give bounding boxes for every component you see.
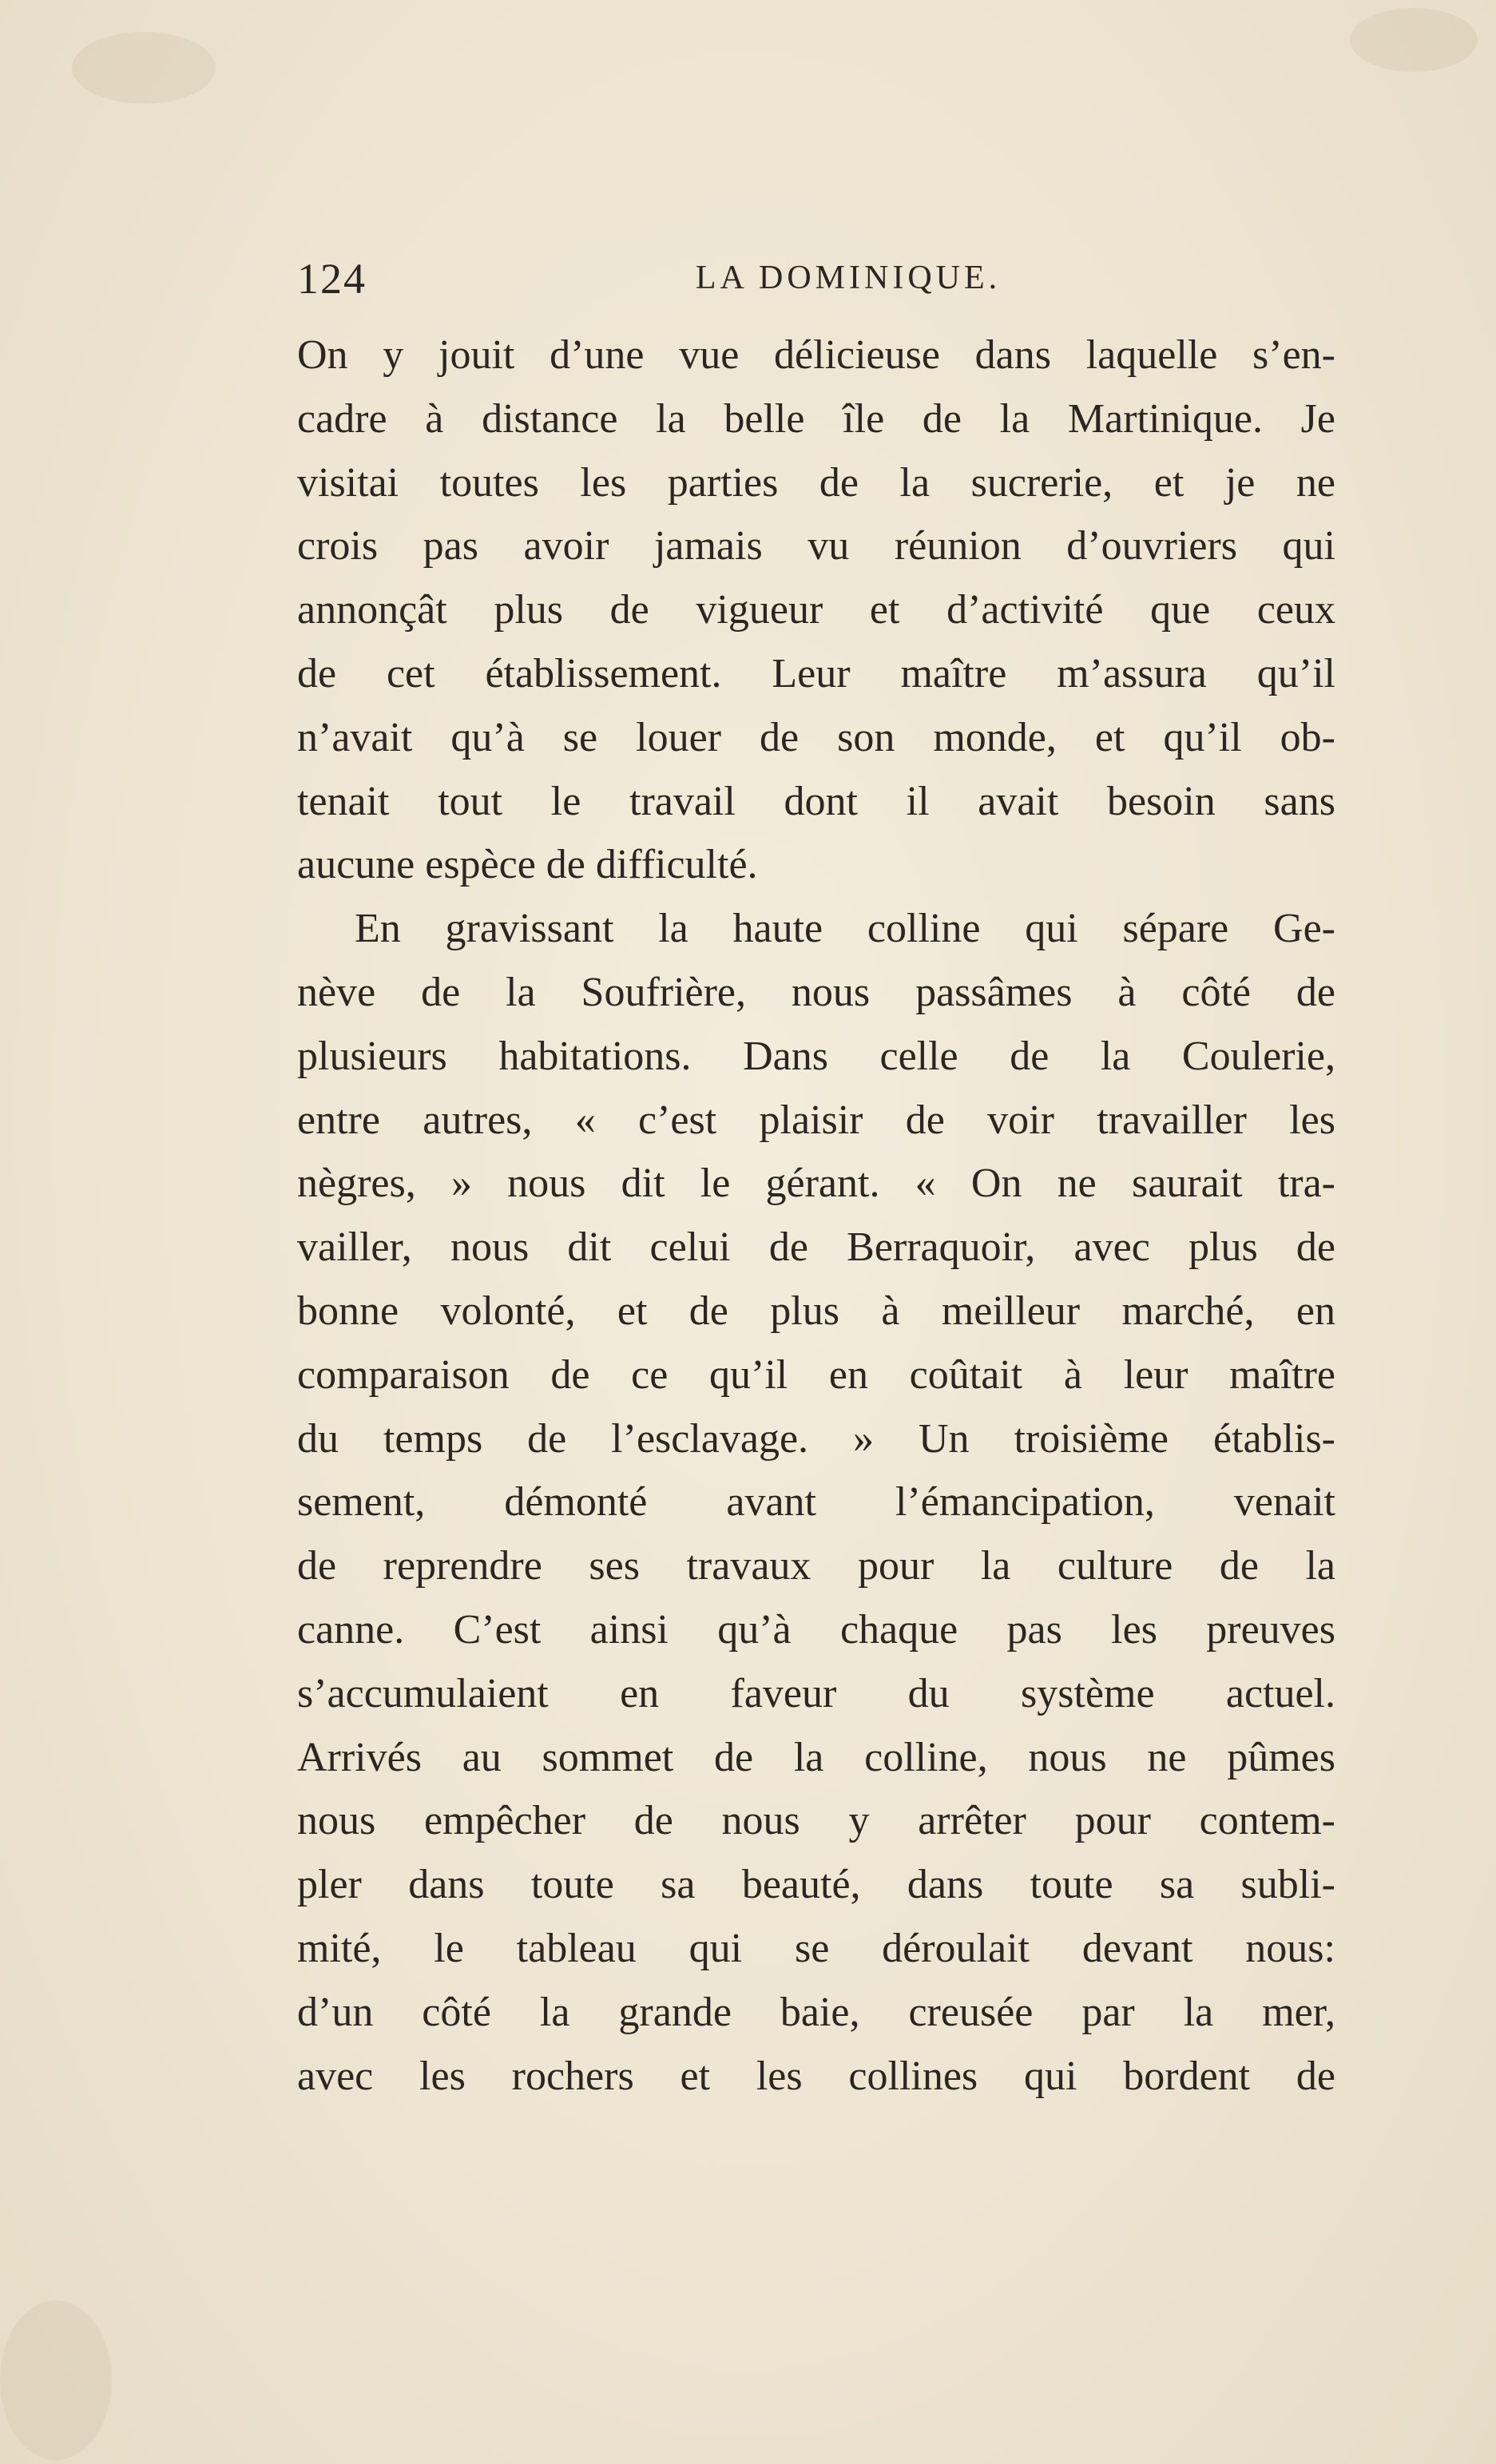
text-line: du temps de l’esclavage. » Un troisième établis-: [297, 1415, 1335, 1462]
text-line: n’avait qu’à se louer de son monde, et qu’il ob-: [297, 714, 1335, 760]
text-line: s’accumulaient en faveur du système actuel.: [297, 1670, 1335, 1716]
text-line: comparaison de ce qu’il en coûtait à leur maître: [297, 1351, 1335, 1398]
text-line: avec les rochers et les collines qui bordent de: [297, 2053, 1335, 2099]
body-text: [297, 323, 1335, 2108]
text-line: annonçât plus de vigueur et d’activité que ceux: [297, 587, 1335, 633]
text-line: cadre à distance la belle île de la Martinique. Je: [297, 395, 1335, 442]
text-line: de reprendre ses travaux pour la culture de la: [297, 1543, 1335, 1589]
text-line: vailler, nous dit celui de Berraquoir, avec plus de: [297, 1224, 1335, 1271]
text-line: tenait tout le travail dont il avait besoin sans: [297, 778, 1335, 824]
text-line: canne. C’est ainsi qu’à chaque pas les preuves: [297, 1606, 1335, 1653]
text-line: aucune espèce de difficulté.: [297, 842, 758, 888]
text-line: d’un côté la grande baie, creusée par la mer,: [297, 1989, 1335, 2035]
text-line: mité, le tableau qui se déroulait devant nous:: [297, 1925, 1335, 1971]
text-line: de cet établissement. Leur maître m’assura qu’il: [297, 650, 1335, 696]
page-header: [297, 254, 1351, 302]
text-line: On y jouit d’une vue délicieuse dans laquelle s’en-: [297, 332, 1335, 378]
text-line: plusieurs habitations. Dans celle de la Coulerie,: [297, 1033, 1335, 1079]
page-number: 124: [297, 255, 367, 303]
text-line: bonne volonté, et de plus à meilleur marché, en: [297, 1288, 1335, 1334]
text-line: Arrivés au sommet de la colline, nous ne pûmes: [297, 1734, 1335, 1780]
text-line: pler dans toute sa beauté, dans toute sa subli-: [297, 1862, 1335, 1908]
text-line: crois pas avoir jamais vu réunion d’ouvriers qui: [297, 523, 1335, 569]
paper-stain: [0, 2300, 112, 2460]
running-head: LA DOMINIQUE.: [695, 260, 1002, 296]
text-line: En gravissant la haute colline qui sépare Ge-: [355, 906, 1335, 952]
text-line: entre autres, « c’est plaisir de voir travailler les: [297, 1097, 1335, 1143]
text-line: visitai toutes les parties de la sucrerie, et je ne: [297, 459, 1335, 506]
text-line: nève de la Soufrière, nous passâmes à côté de: [297, 969, 1335, 1015]
paper-stain: [72, 32, 216, 104]
paper-stain: [1350, 8, 1478, 72]
text-line: nous empêcher de nous y arrêter pour contem-: [297, 1798, 1335, 1844]
text-line: nègres, » nous dit le gérant. « On ne saurait tra-: [297, 1161, 1335, 1207]
text-line: sement, démonté avant l’émancipation, venait: [297, 1479, 1335, 1526]
